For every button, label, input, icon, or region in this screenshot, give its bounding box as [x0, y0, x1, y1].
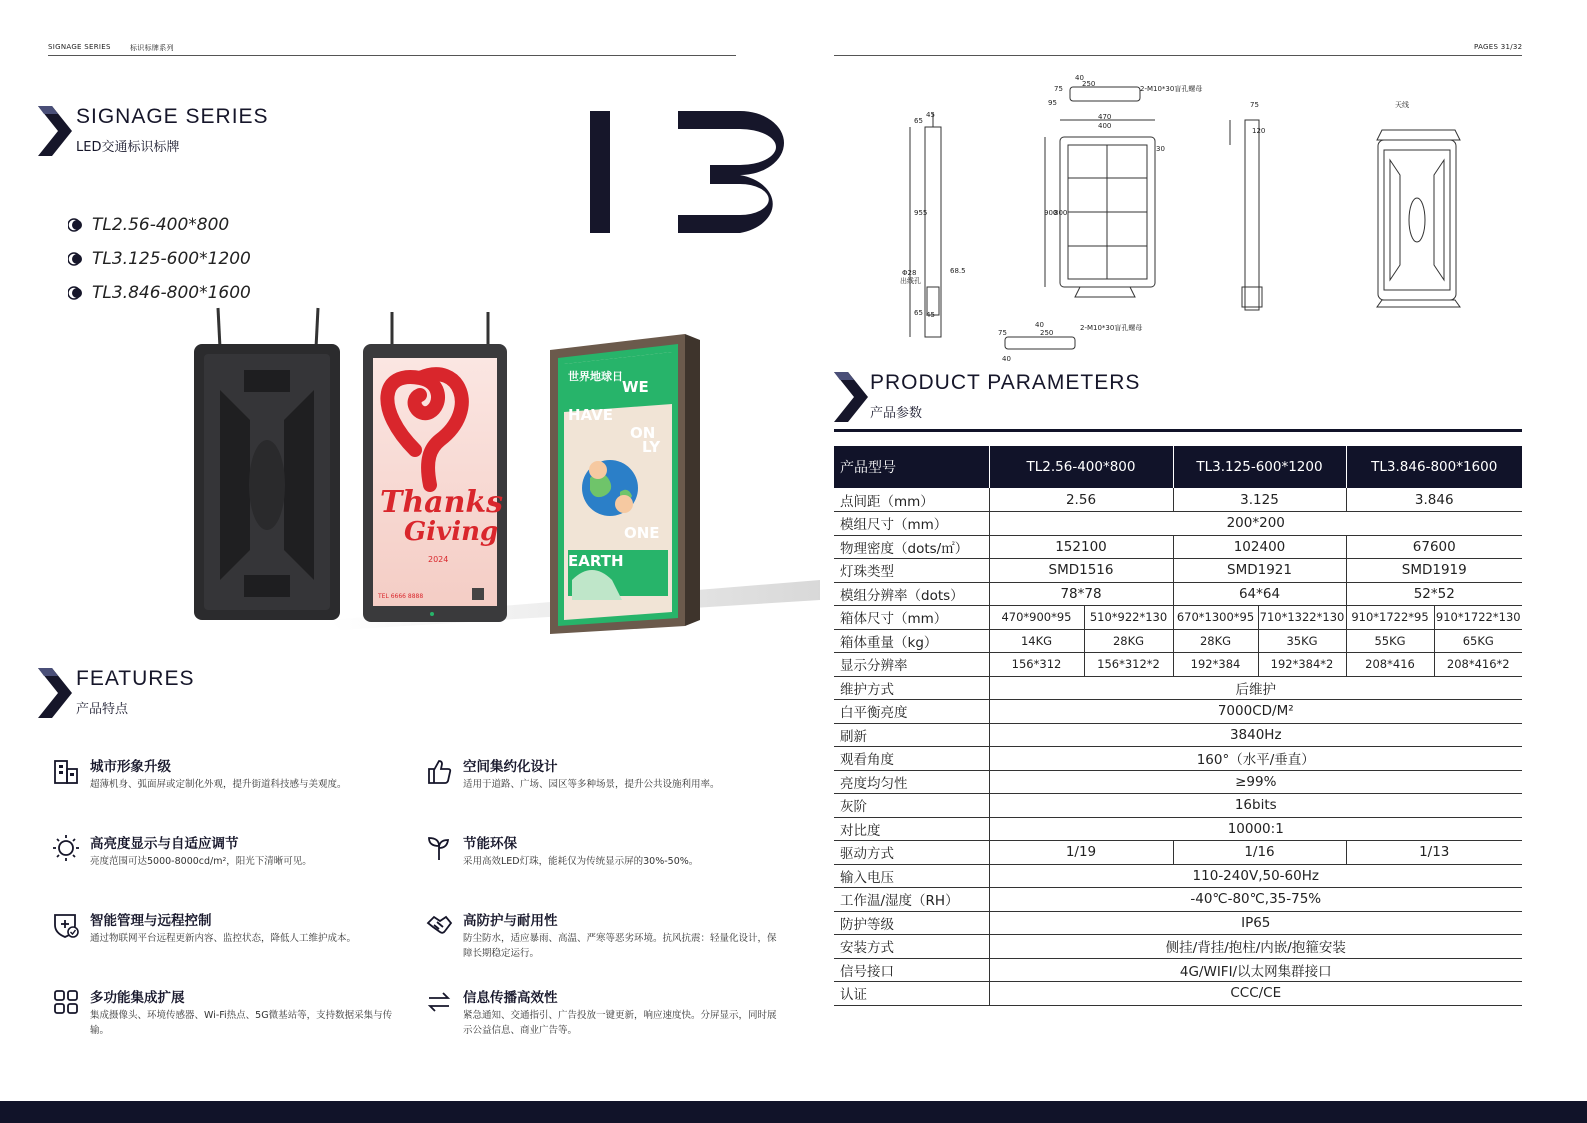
feature-title: 城市形象升级 — [90, 759, 171, 775]
feature-desc: 适用于道路、广场、园区等多种场景，提升公共设施利用率。 — [463, 779, 720, 790]
feature-title: 高亮度显示与自适应调节 — [90, 836, 239, 852]
row-label: 驱动方式 — [834, 841, 989, 865]
row-value: 16bits — [989, 794, 1522, 818]
row-value: 10000:1 — [989, 817, 1522, 841]
row-value: SMD1516 — [989, 559, 1173, 583]
table-header-cell: TL2.56-400*800 — [989, 446, 1173, 488]
row-value: 67600 — [1346, 535, 1522, 559]
row-value: 1/19 — [989, 841, 1173, 865]
header-pages: PAGES 31/32 — [1474, 43, 1523, 51]
row-value: 192*384 — [1173, 653, 1258, 677]
model-list — [68, 208, 251, 310]
row-label: 点间距（mm） — [834, 488, 989, 512]
feature-desc: 通过物联网平台远程更新内容、监控状态，降低人工维护成本。 — [90, 933, 357, 944]
row-value: 152100 — [989, 535, 1173, 559]
feature-desc: 超薄机身、弧面屏或定制化外观，提升街道科技感与美观度。 — [90, 779, 347, 790]
row-value: 78*78 — [989, 582, 1173, 606]
dim-label: 75 — [1054, 85, 1063, 93]
phone-text: TEL 6666 8888 — [378, 593, 424, 600]
table-row — [834, 535, 1522, 559]
row-value: 35KG — [1258, 629, 1346, 653]
feature-desc: 亮度范围可达5000-8000cd/m²，阳光下清晰可见。 — [90, 856, 312, 867]
sprout-icon — [425, 834, 453, 862]
table-row — [834, 841, 1522, 865]
table-row — [834, 676, 1522, 700]
dim-label: 40 — [1035, 321, 1044, 329]
building-icon — [52, 757, 80, 785]
dim-label: 250 — [1082, 80, 1096, 88]
row-label: 输入电压 — [834, 864, 989, 888]
row-label: 维护方式 — [834, 676, 989, 700]
row-label: 显示分辨率 — [834, 653, 989, 677]
earth-word: LY — [642, 438, 661, 456]
table-header-row — [834, 446, 1522, 488]
row-value: -40℃-80℃,35-75% — [989, 888, 1522, 912]
row-value: 侧挂/背挂/抱柱/内嵌/抱箍安装 — [989, 935, 1522, 959]
row-label: 箱体尺寸（mm） — [834, 606, 989, 630]
row-value: 160°（水平/垂直） — [989, 747, 1522, 771]
feature-title: 高防护与耐用性 — [463, 913, 558, 929]
row-value: 200*200 — [989, 512, 1522, 536]
header-rule-right — [834, 55, 1522, 56]
dim-label: 120 — [1252, 127, 1266, 135]
row-value: 192*384*2 — [1258, 653, 1346, 677]
row-value: 65KG — [1434, 629, 1522, 653]
row-value: 1/16 — [1173, 841, 1346, 865]
dim-label: 470 — [1098, 113, 1112, 121]
row-value: 3.125 — [1173, 488, 1346, 512]
row-value: 52*52 — [1346, 582, 1522, 606]
row-value: 3.846 — [1346, 488, 1522, 512]
year-text: 2024 — [428, 555, 449, 564]
features-title: FEATURES — [76, 667, 195, 690]
parameters-subtitle: 产品参数 — [870, 406, 923, 421]
table-header-cell: TL3.846-800*1600 — [1346, 446, 1522, 488]
row-label: 箱体重量（kg） — [834, 629, 989, 653]
dim-label: 75 — [1250, 101, 1259, 109]
feature-title: 多功能集成扩展 — [90, 990, 185, 1006]
page-number-13 — [590, 108, 790, 236]
row-value: 910*1722*95 — [1346, 606, 1434, 630]
row-label: 防护等级 — [834, 911, 989, 935]
row-value: SMD1921 — [1173, 559, 1346, 583]
dim-label: 800 — [1054, 209, 1068, 217]
feature-title: 智能管理与远程控制 — [90, 913, 212, 929]
row-label: 白平衡亮度 — [834, 700, 989, 724]
row-label: 亮度均匀性 — [834, 770, 989, 794]
table-row — [834, 582, 1522, 606]
row-value: 208*416 — [1346, 653, 1434, 677]
dim-label: 400 — [1098, 122, 1112, 130]
earth-word: HAVE — [568, 406, 613, 424]
header-rule-left — [48, 55, 736, 56]
row-label: 模组分辨率（dots） — [834, 582, 989, 606]
header-series-en: SIGNAGE SERIES — [48, 43, 111, 51]
dim-label: 45 — [926, 111, 935, 119]
feature-desc: 采用高效LED灯珠，能耗仅为传统显示屏的30%-50%。 — [463, 856, 699, 867]
row-value: 14KG — [989, 629, 1084, 653]
table-row — [834, 488, 1522, 512]
feature-desc: 防尘防水，适应暴雨、高温、严寒等恶劣环境。抗风抗震：轻量化设计，保障长期稳定运行。 — [463, 933, 777, 959]
dim-label: 65 — [914, 117, 923, 125]
table-row — [834, 770, 1522, 794]
table-row — [834, 935, 1522, 959]
row-value: IP65 — [989, 911, 1522, 935]
row-value: 710*1322*130 — [1258, 606, 1346, 630]
row-label: 观看角度 — [834, 747, 989, 771]
dim-label: 天线 — [1395, 101, 1409, 109]
feature-desc: 集成摄像头、环境传感器、Wi-Fi热点、5G微基站等，支持数据采集与传输。 — [90, 1010, 393, 1036]
row-label: 认证 — [834, 982, 989, 1006]
row-value: 28KG — [1173, 629, 1258, 653]
table-row — [834, 512, 1522, 536]
table-header-cell: 产品型号 — [834, 446, 989, 488]
dim-label: 45 — [926, 311, 935, 319]
chevron-icon — [38, 668, 72, 718]
model-item — [68, 208, 251, 242]
earth-word: WE — [622, 378, 649, 396]
handshake-icon — [425, 911, 453, 939]
dim-label: 900 — [1044, 209, 1058, 217]
bullet-icon — [68, 218, 84, 232]
table-row — [834, 606, 1522, 630]
table-row — [834, 700, 1522, 724]
table-row — [834, 723, 1522, 747]
dim-label: 40 — [1075, 74, 1084, 82]
row-label: 信号接口 — [834, 958, 989, 982]
earth-day-heading: 世界地球日 — [568, 370, 623, 383]
row-value: 2.56 — [989, 488, 1173, 512]
dim-label: 955 — [914, 209, 928, 217]
dim-label: 40 — [1002, 355, 1011, 363]
thumbs-up-icon — [425, 757, 453, 785]
row-label: 对比度 — [834, 817, 989, 841]
row-value: 910*1722*130 — [1434, 606, 1522, 630]
feature-title: 节能环保 — [463, 836, 517, 852]
table-row — [834, 911, 1522, 935]
grid-icon — [52, 988, 80, 1016]
row-value: 670*1300*95 — [1173, 606, 1258, 630]
chevron-icon — [834, 372, 868, 422]
table-row — [834, 982, 1522, 1006]
feature-desc: 紧急通知、交通指引、广告投放一键更新，响应速度快。分屏显示，同时展示公益信息、商业广告等。 — [463, 1010, 777, 1036]
header-series-cn: 标识标牌系列 — [130, 44, 174, 52]
table-row — [834, 864, 1522, 888]
row-value: 7000CD/M² — [989, 700, 1522, 724]
dim-label: 95 — [1048, 99, 1057, 107]
row-value: 1/13 — [1346, 841, 1522, 865]
row-value: 156*312 — [989, 653, 1084, 677]
dim-label: Φ28 — [902, 269, 917, 277]
dim-label: 30 — [1156, 145, 1165, 153]
table-row — [834, 888, 1522, 912]
dim-label: 2-M10*30盲孔螺母 — [1140, 85, 1203, 93]
feature-title: 空间集约化设计 — [463, 759, 558, 775]
row-value: 156*312*2 — [1084, 653, 1173, 677]
row-value: 110-240V,50-60Hz — [989, 864, 1522, 888]
feature-title: 信息传播高效性 — [463, 990, 558, 1006]
table-row — [834, 794, 1522, 818]
dim-label: 68.5 — [950, 267, 966, 275]
dim-label: 出线孔 — [900, 277, 921, 285]
row-value: 28KG — [1084, 629, 1173, 653]
model-label: TL3.846-800*1600 — [92, 283, 251, 303]
earth-word: ON — [630, 424, 656, 442]
model-label: TL2.56-400*800 — [92, 215, 230, 235]
table-row — [834, 559, 1522, 583]
row-label: 工作温/湿度（RH） — [834, 888, 989, 912]
table-header-cell: TL3.125-600*1200 — [1173, 446, 1346, 488]
row-value: 208*416*2 — [1434, 653, 1522, 677]
row-value: ≥99% — [989, 770, 1522, 794]
row-label: 灯珠类型 — [834, 559, 989, 583]
dim-label: 250 — [1040, 329, 1054, 337]
sun-icon — [52, 834, 80, 862]
row-value: CCC/CE — [989, 982, 1522, 1006]
model-item — [68, 242, 251, 276]
row-value: 3840Hz — [989, 723, 1522, 747]
dim-label: 2-M10*30盲孔螺母 — [1080, 324, 1143, 332]
bullet-icon — [68, 252, 84, 266]
dim-label: 65 — [914, 309, 923, 317]
model-label: TL3.125-600*1200 — [92, 249, 251, 269]
parameters-table — [834, 446, 1522, 1006]
row-value: 470*900*95 — [989, 606, 1084, 630]
row-value: 55KG — [1346, 629, 1434, 653]
earth-word: EARTH — [568, 552, 624, 570]
table-row — [834, 653, 1522, 677]
signage-subtitle: LED交通标识标牌 — [76, 140, 180, 155]
technical-drawings — [890, 65, 1490, 365]
footer-band — [0, 1101, 1587, 1123]
features-subtitle: 产品特点 — [76, 702, 129, 717]
thanks-text: Thanks — [380, 485, 504, 520]
parameters-title: PRODUCT PARAMETERS — [870, 371, 1141, 394]
row-value: 102400 — [1173, 535, 1346, 559]
row-label: 刷新 — [834, 723, 989, 747]
earth-word: ONE — [624, 524, 660, 542]
row-label: 物理密度（dots/㎡） — [834, 535, 989, 559]
row-label: 模组尺寸（mm） — [834, 512, 989, 536]
row-value: 4G/WIFI/以太网集群接口 — [989, 958, 1522, 982]
table-row — [834, 747, 1522, 771]
signage-title: SIGNAGE SERIES — [76, 105, 269, 128]
row-label: 安装方式 — [834, 935, 989, 959]
table-row — [834, 958, 1522, 982]
row-label: 灰阶 — [834, 794, 989, 818]
chevron-icon — [38, 106, 72, 156]
product-photo — [180, 300, 820, 640]
row-value: 64*64 — [1173, 582, 1346, 606]
dim-label: 75 — [998, 329, 1007, 337]
parameters-rule — [834, 429, 1522, 432]
row-value: 后维护 — [989, 676, 1522, 700]
giving-text: Giving — [404, 517, 499, 547]
table-row — [834, 817, 1522, 841]
arrows-swap-icon — [425, 988, 453, 1016]
table-row — [834, 629, 1522, 653]
shield-add-icon — [52, 911, 80, 939]
bullet-icon — [68, 286, 84, 300]
row-value: SMD1919 — [1346, 559, 1522, 583]
row-value: 510*922*130 — [1084, 606, 1173, 630]
